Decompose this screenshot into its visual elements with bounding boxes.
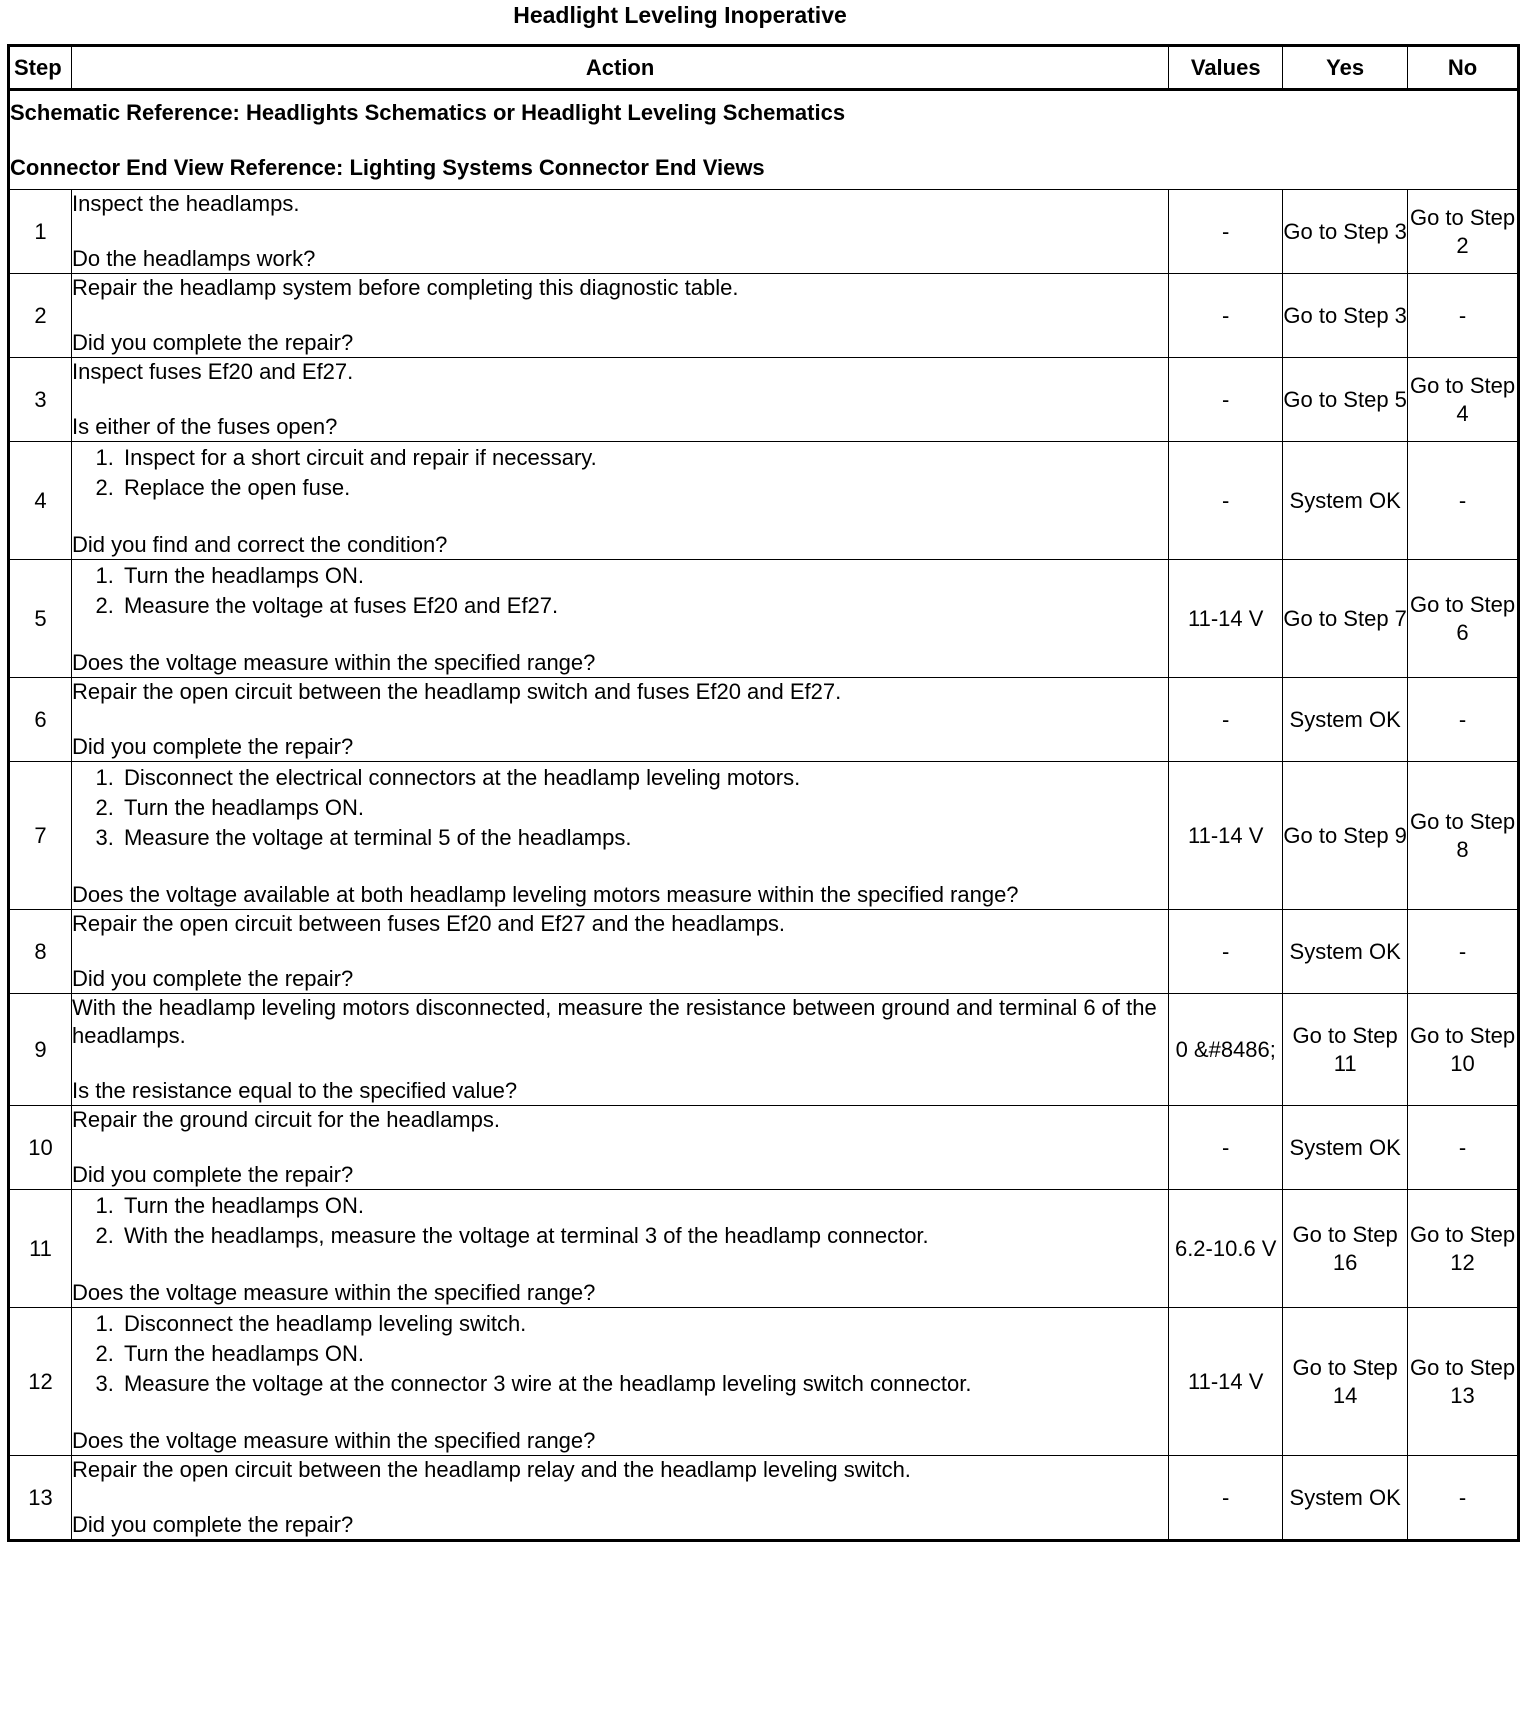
action-list-item: 1. Disconnect the headlamp leveling switch. [120, 1310, 1168, 1338]
step-row-8 [9, 910, 1519, 994]
values-cell: 11-14 V [1169, 1308, 1283, 1456]
no-outcome: - [1408, 274, 1519, 358]
action-cell [71, 560, 1168, 678]
values-cell: - [1169, 678, 1283, 762]
no-outcome: Go to Step 6 [1408, 560, 1519, 678]
header-row [9, 46, 1519, 90]
action-list [72, 1192, 1168, 1250]
step-number: 10 [9, 1106, 72, 1190]
values-cell: 0 &#8486; [1169, 994, 1283, 1106]
step-row-5 [9, 560, 1519, 678]
yes-outcome: Go to Step 14 [1283, 1308, 1408, 1456]
step-number: 1 [9, 190, 72, 274]
action-question: Did you complete the repair? [71, 734, 354, 759]
yes-outcome: Go to Step 3 [1283, 190, 1408, 274]
step-row-1 [9, 190, 1519, 274]
no-outcome: Go to Step 4 [1408, 358, 1519, 442]
action-list-item: 1. Turn the headlamps ON. [120, 562, 1168, 590]
action-intro: Repair the ground circuit for the headlamps. [71, 1107, 500, 1132]
step-number: 4 [9, 442, 72, 560]
action-cell [71, 190, 1168, 274]
no-outcome: - [1408, 442, 1519, 560]
step-number: 12 [9, 1308, 72, 1456]
action-list-item: 2. Replace the open fuse. [120, 474, 1168, 502]
no-outcome: - [1408, 678, 1519, 762]
no-outcome: Go to Step 8 [1408, 762, 1519, 910]
action-question: Does the voltage measure within the specified range? [71, 1428, 596, 1453]
step-row-11 [9, 1190, 1519, 1308]
yes-outcome: System OK [1283, 678, 1408, 762]
values-cell: - [1169, 358, 1283, 442]
action-list-item: 1. Disconnect the electrical connectors at the headlamp leveling motors. [120, 764, 1168, 792]
no-outcome: - [1408, 1106, 1519, 1190]
values-cell: 11-14 V [1169, 762, 1283, 910]
step-number: 2 [9, 274, 72, 358]
action-question: Is the resistance equal to the specified value? [71, 1078, 518, 1103]
step-number: 5 [9, 560, 72, 678]
yes-outcome: System OK [1283, 442, 1408, 560]
header-no: No [1408, 46, 1519, 90]
schematic-reference: Schematic Reference: Headlights Schematics or Headlight Leveling Schematics [10, 99, 846, 125]
no-outcome: Go to Step 12 [1408, 1190, 1519, 1308]
values-cell: 11-14 V [1169, 560, 1283, 678]
action-cell [71, 1456, 1168, 1541]
action-list-item: 2. Turn the headlamps ON. [120, 794, 1168, 822]
header-yes: Yes [1283, 46, 1408, 90]
action-question: Did you complete the repair? [71, 966, 354, 991]
action-list-item: 2. With the headlamps, measure the voltage at terminal 3 of the headlamp connector. [120, 1222, 1168, 1250]
action-question: Does the voltage measure within the specified range? [71, 650, 596, 675]
step-number: 6 [9, 678, 72, 762]
action-question: Did you complete the repair? [71, 330, 354, 355]
step-row-2 [9, 274, 1519, 358]
no-outcome: Go to Step 10 [1408, 994, 1519, 1106]
action-cell [71, 678, 1168, 762]
step-row-12 [9, 1308, 1519, 1456]
action-cell [71, 1106, 1168, 1190]
action-question: Does the voltage available at both headlamp leveling motors measure within the specified range? [71, 882, 1019, 907]
reference-cell [9, 90, 1519, 190]
no-outcome: Go to Step 2 [1408, 190, 1519, 274]
values-cell: - [1169, 442, 1283, 560]
action-cell [71, 358, 1168, 442]
action-cell [71, 762, 1168, 910]
yes-outcome: Go to Step 11 [1283, 994, 1408, 1106]
values-cell: 6.2-10.6 V [1169, 1190, 1283, 1308]
step-number: 11 [9, 1190, 72, 1308]
values-cell: - [1169, 190, 1283, 274]
yes-outcome: System OK [1283, 1456, 1408, 1541]
step-row-6 [9, 678, 1519, 762]
action-intro: Repair the headlamp system before completing this diagnostic table. [71, 275, 739, 300]
yes-outcome: System OK [1283, 910, 1408, 994]
action-cell [71, 1190, 1168, 1308]
no-outcome: Go to Step 13 [1408, 1308, 1519, 1456]
action-list-item: 2. Measure the voltage at fuses Ef20 and Ef27. [120, 592, 1168, 620]
action-intro: Inspect the headlamps. [71, 191, 300, 216]
action-intro: Repair the open circuit between the headlamp switch and fuses Ef20 and Ef27. [71, 679, 842, 704]
action-list [72, 764, 1168, 852]
action-question: Did you find and correct the condition? [71, 532, 448, 557]
yes-outcome: Go to Step 5 [1283, 358, 1408, 442]
page-title: Headlight Leveling Inoperative [513, 2, 847, 28]
values-cell: - [1169, 910, 1283, 994]
no-outcome: - [1408, 910, 1519, 994]
step-number: 8 [9, 910, 72, 994]
action-list [72, 444, 1168, 502]
step-number: 9 [9, 994, 72, 1106]
action-list-item: 3. Measure the voltage at the connector 3 wire at the headlamp leveling switch connector. [120, 1370, 1168, 1398]
action-question: Did you complete the repair? [71, 1162, 354, 1187]
action-cell [71, 994, 1168, 1106]
action-cell [71, 442, 1168, 560]
step-row-4 [9, 442, 1519, 560]
action-intro: Repair the open circuit between the headlamp relay and the headlamp leveling switch. [71, 1457, 911, 1482]
action-cell [71, 910, 1168, 994]
header-values: Values [1169, 46, 1283, 90]
yes-outcome: Go to Step 7 [1283, 560, 1408, 678]
action-list-item: 1. Turn the headlamps ON. [120, 1192, 1168, 1220]
connector-reference: Connector End View Reference: Lighting Systems Connector End Views [10, 154, 765, 180]
action-question: Did you complete the repair? [71, 1512, 354, 1537]
step-row-7 [9, 762, 1519, 910]
values-cell: - [1169, 1106, 1283, 1190]
action-intro: Repair the open circuit between fuses Ef20 and Ef27 and the headlamps. [71, 911, 785, 936]
step-number: 13 [9, 1456, 72, 1541]
action-question: Does the voltage measure within the specified range? [71, 1280, 596, 1305]
action-intro: With the headlamp leveling motors disconnected, measure the resistance between ground and terminal 6 of the headlamps. [71, 995, 1157, 1048]
step-number: 7 [9, 762, 72, 910]
header-action: Action [71, 46, 1168, 90]
header-step: Step [9, 46, 72, 90]
yes-outcome: Go to Step 9 [1283, 762, 1408, 910]
yes-outcome: System OK [1283, 1106, 1408, 1190]
action-list-item: 3. Measure the voltage at terminal 5 of the headlamps. [120, 824, 1168, 852]
action-question: Is either of the fuses open? [71, 414, 338, 439]
action-list-item: 1. Inspect for a short circuit and repair if necessary. [120, 444, 1168, 472]
yes-outcome: Go to Step 16 [1283, 1190, 1408, 1308]
step-number: 3 [9, 358, 72, 442]
values-cell: - [1169, 274, 1283, 358]
step-row-10 [9, 1106, 1519, 1190]
action-question: Do the headlamps work? [71, 246, 316, 271]
action-list [72, 562, 1168, 620]
step-row-3 [9, 358, 1519, 442]
action-cell [71, 274, 1168, 358]
yes-outcome: Go to Step 3 [1283, 274, 1408, 358]
action-intro: Inspect fuses Ef20 and Ef27. [71, 359, 354, 384]
action-list [72, 1310, 1168, 1398]
action-cell [71, 1308, 1168, 1456]
step-row-9 [9, 994, 1519, 1106]
step-row-13 [9, 1456, 1519, 1541]
action-list-item: 2. Turn the headlamps ON. [120, 1340, 1168, 1368]
no-outcome: - [1408, 1456, 1519, 1541]
reference-row [9, 90, 1519, 190]
diagnostic-table [7, 44, 1520, 1542]
values-cell: - [1169, 1456, 1283, 1541]
